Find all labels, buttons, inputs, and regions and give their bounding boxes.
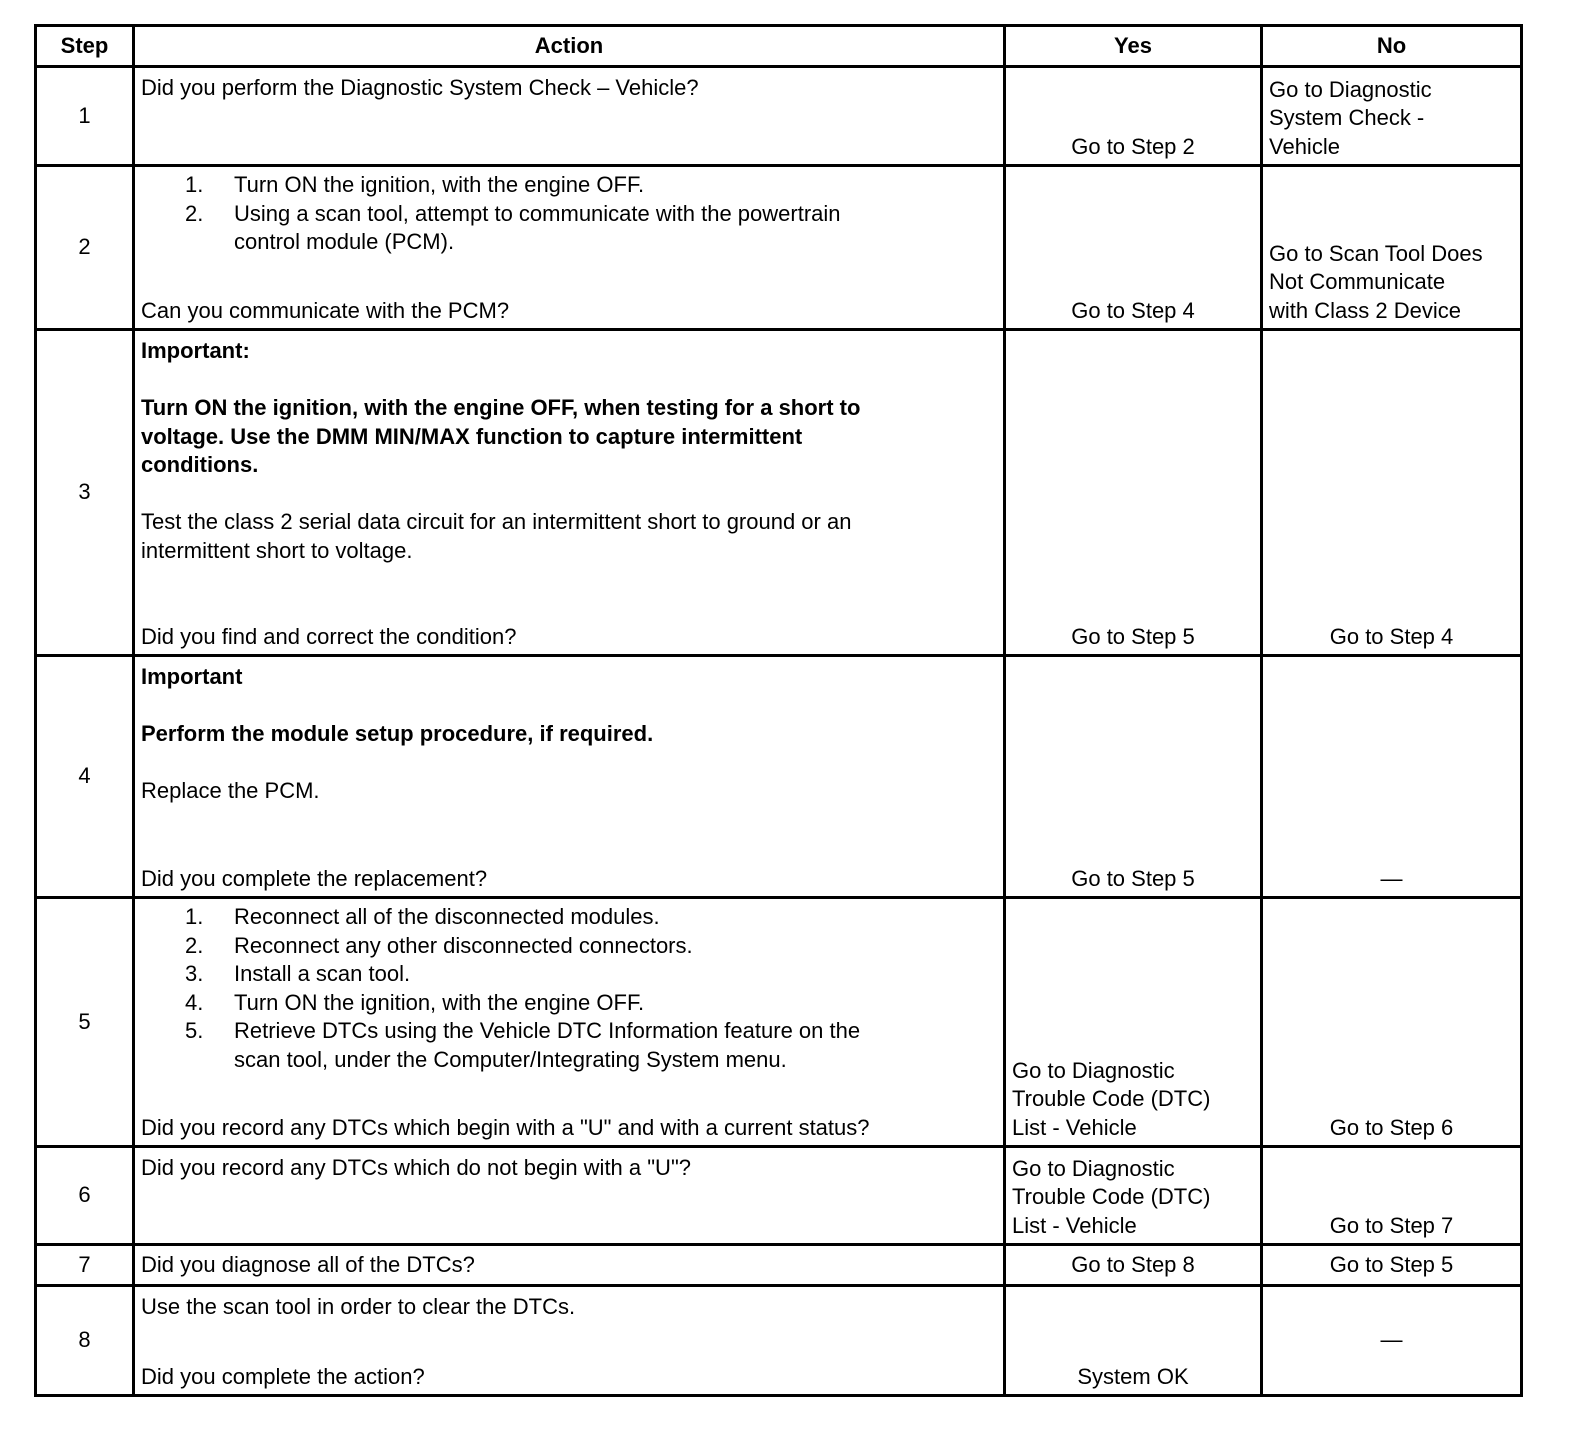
header-yes: Yes <box>1114 32 1152 58</box>
no-line: Vehicle <box>1269 133 1340 159</box>
no-text: Go to Step 5 <box>1329 1251 1454 1277</box>
yes-line: Go to Diagnostic <box>1012 1155 1175 1181</box>
important-line: Perform the module setup procedure, if required. <box>141 721 654 746</box>
list-item: 4. Turn ON the ignition, with the engine OFF. <box>185 989 645 1015</box>
no-line: with Class 2 Device <box>1269 297 1461 323</box>
no-cell <box>1263 68 1520 164</box>
yes-text: System OK <box>1077 1363 1189 1389</box>
action-question: Did you find and correct the condition? <box>141 623 517 649</box>
list-item: 2. Using a scan tool, attempt to communicate with the powertrain control module (PCM). <box>185 200 841 254</box>
step-number: 3 <box>78 479 91 505</box>
no-text: Go to Step 7 <box>1329 1212 1454 1238</box>
yes-line: Trouble Code (DTC) <box>1012 1184 1211 1209</box>
important-line: conditions. <box>141 452 259 477</box>
no-line: Go to Scan Tool Does <box>1269 240 1483 266</box>
yes-cell <box>1006 167 1260 328</box>
no-cell <box>1263 899 1520 1145</box>
step-number: 4 <box>78 763 91 789</box>
action-cell <box>135 68 1003 164</box>
yes-cell <box>1006 331 1260 654</box>
yes-text: Go to Step 2 <box>1071 133 1195 159</box>
action-question: Did you record any DTCs which begin with a "U" and with a current status? <box>141 1114 870 1140</box>
yes-cell <box>1006 1148 1260 1243</box>
action-cell <box>135 1287 1003 1394</box>
body-line: Use the scan tool in order to clear the DTCs. <box>141 1294 576 1319</box>
body-line: Replace the PCM. <box>141 778 320 803</box>
list-item: 5. Retrieve DTCs using the Vehicle DTC Information feature on the scan tool, under the Computer/Integrating System menu. <box>185 1018 861 1072</box>
no-line: Not Communicate <box>1269 269 1446 294</box>
action-cell <box>135 167 1003 328</box>
action-question: Did you complete the replacement? <box>141 865 488 891</box>
yes-line: List - Vehicle <box>1012 1114 1137 1140</box>
action-cell <box>135 899 1003 1145</box>
step-number: 7 <box>78 1251 91 1277</box>
yes-text: Go to Step 4 <box>1071 297 1195 323</box>
action-question: Did you diagnose all of the DTCs? <box>141 1251 475 1277</box>
action-list <box>135 903 1003 1074</box>
yes-cell <box>1006 657 1260 896</box>
important-title: Important <box>141 664 243 689</box>
important-title: Important: <box>141 338 250 363</box>
step-number: 5 <box>78 1008 91 1034</box>
action-cell <box>135 657 1003 896</box>
yes-line: List - Vehicle <box>1012 1212 1137 1238</box>
action-question: Did you complete the action? <box>141 1363 425 1389</box>
no-cell <box>1263 657 1520 896</box>
list-item: 2. Reconnect any other disconnected connectors. <box>185 932 693 958</box>
yes-text: Go to Step 5 <box>1071 865 1195 891</box>
header-action: Action <box>534 32 604 58</box>
action-cell <box>135 331 1003 654</box>
diagnostic-table <box>34 24 1523 1397</box>
header-no: No <box>1376 32 1407 58</box>
action-question: Did you perform the Diagnostic System Check – Vehicle? <box>141 75 699 100</box>
action-cell <box>135 1246 1003 1284</box>
yes-text: Go to Step 8 <box>1071 1251 1195 1277</box>
no-text: — <box>1380 865 1403 891</box>
yes-line: Trouble Code (DTC) <box>1012 1086 1211 1111</box>
action-cell <box>135 1148 1003 1243</box>
yes-cell <box>1006 1246 1260 1284</box>
important-line: Turn ON the ignition, with the engine OFF, when testing for a short to <box>141 395 861 420</box>
yes-cell <box>1006 1287 1260 1394</box>
no-text: Go to Step 4 <box>1329 623 1454 649</box>
no-cell <box>1263 1287 1520 1394</box>
no-cell <box>1263 167 1520 328</box>
list-item: 3. Install a scan tool. <box>185 961 411 986</box>
no-line: System Check - <box>1269 105 1425 130</box>
yes-cell <box>1006 899 1260 1145</box>
yes-cell <box>1006 68 1260 164</box>
no-text: Go to Step 6 <box>1329 1114 1454 1140</box>
step-number: 2 <box>78 234 91 260</box>
step-number: 8 <box>78 1327 91 1353</box>
important-line: voltage. Use the DMM MIN/MAX function to capture intermittent <box>141 423 803 449</box>
list-item: 1. Reconnect all of the disconnected modules. <box>185 904 660 929</box>
no-line: Go to Diagnostic <box>1269 76 1432 102</box>
yes-text: Go to Step 5 <box>1071 623 1195 649</box>
header-step: Step <box>60 32 109 58</box>
action-question: Did you record any DTCs which do not begin with a "U"? <box>141 1155 691 1180</box>
action-list <box>135 171 1003 257</box>
list-item: 1. Turn ON the ignition, with the engine OFF. <box>185 172 645 197</box>
no-cell <box>1263 1148 1520 1243</box>
step-number: 1 <box>78 102 91 128</box>
no-text: — <box>1380 1327 1403 1353</box>
action-question: Can you communicate with the PCM? <box>141 297 510 323</box>
no-cell <box>1263 1246 1520 1284</box>
step-number: 6 <box>78 1182 91 1208</box>
yes-line: Go to Diagnostic <box>1012 1057 1175 1083</box>
body-line: Test the class 2 serial data circuit for an intermittent short to ground or an <box>141 509 852 534</box>
no-cell <box>1263 331 1520 654</box>
body-line: intermittent short to voltage. <box>141 537 413 563</box>
